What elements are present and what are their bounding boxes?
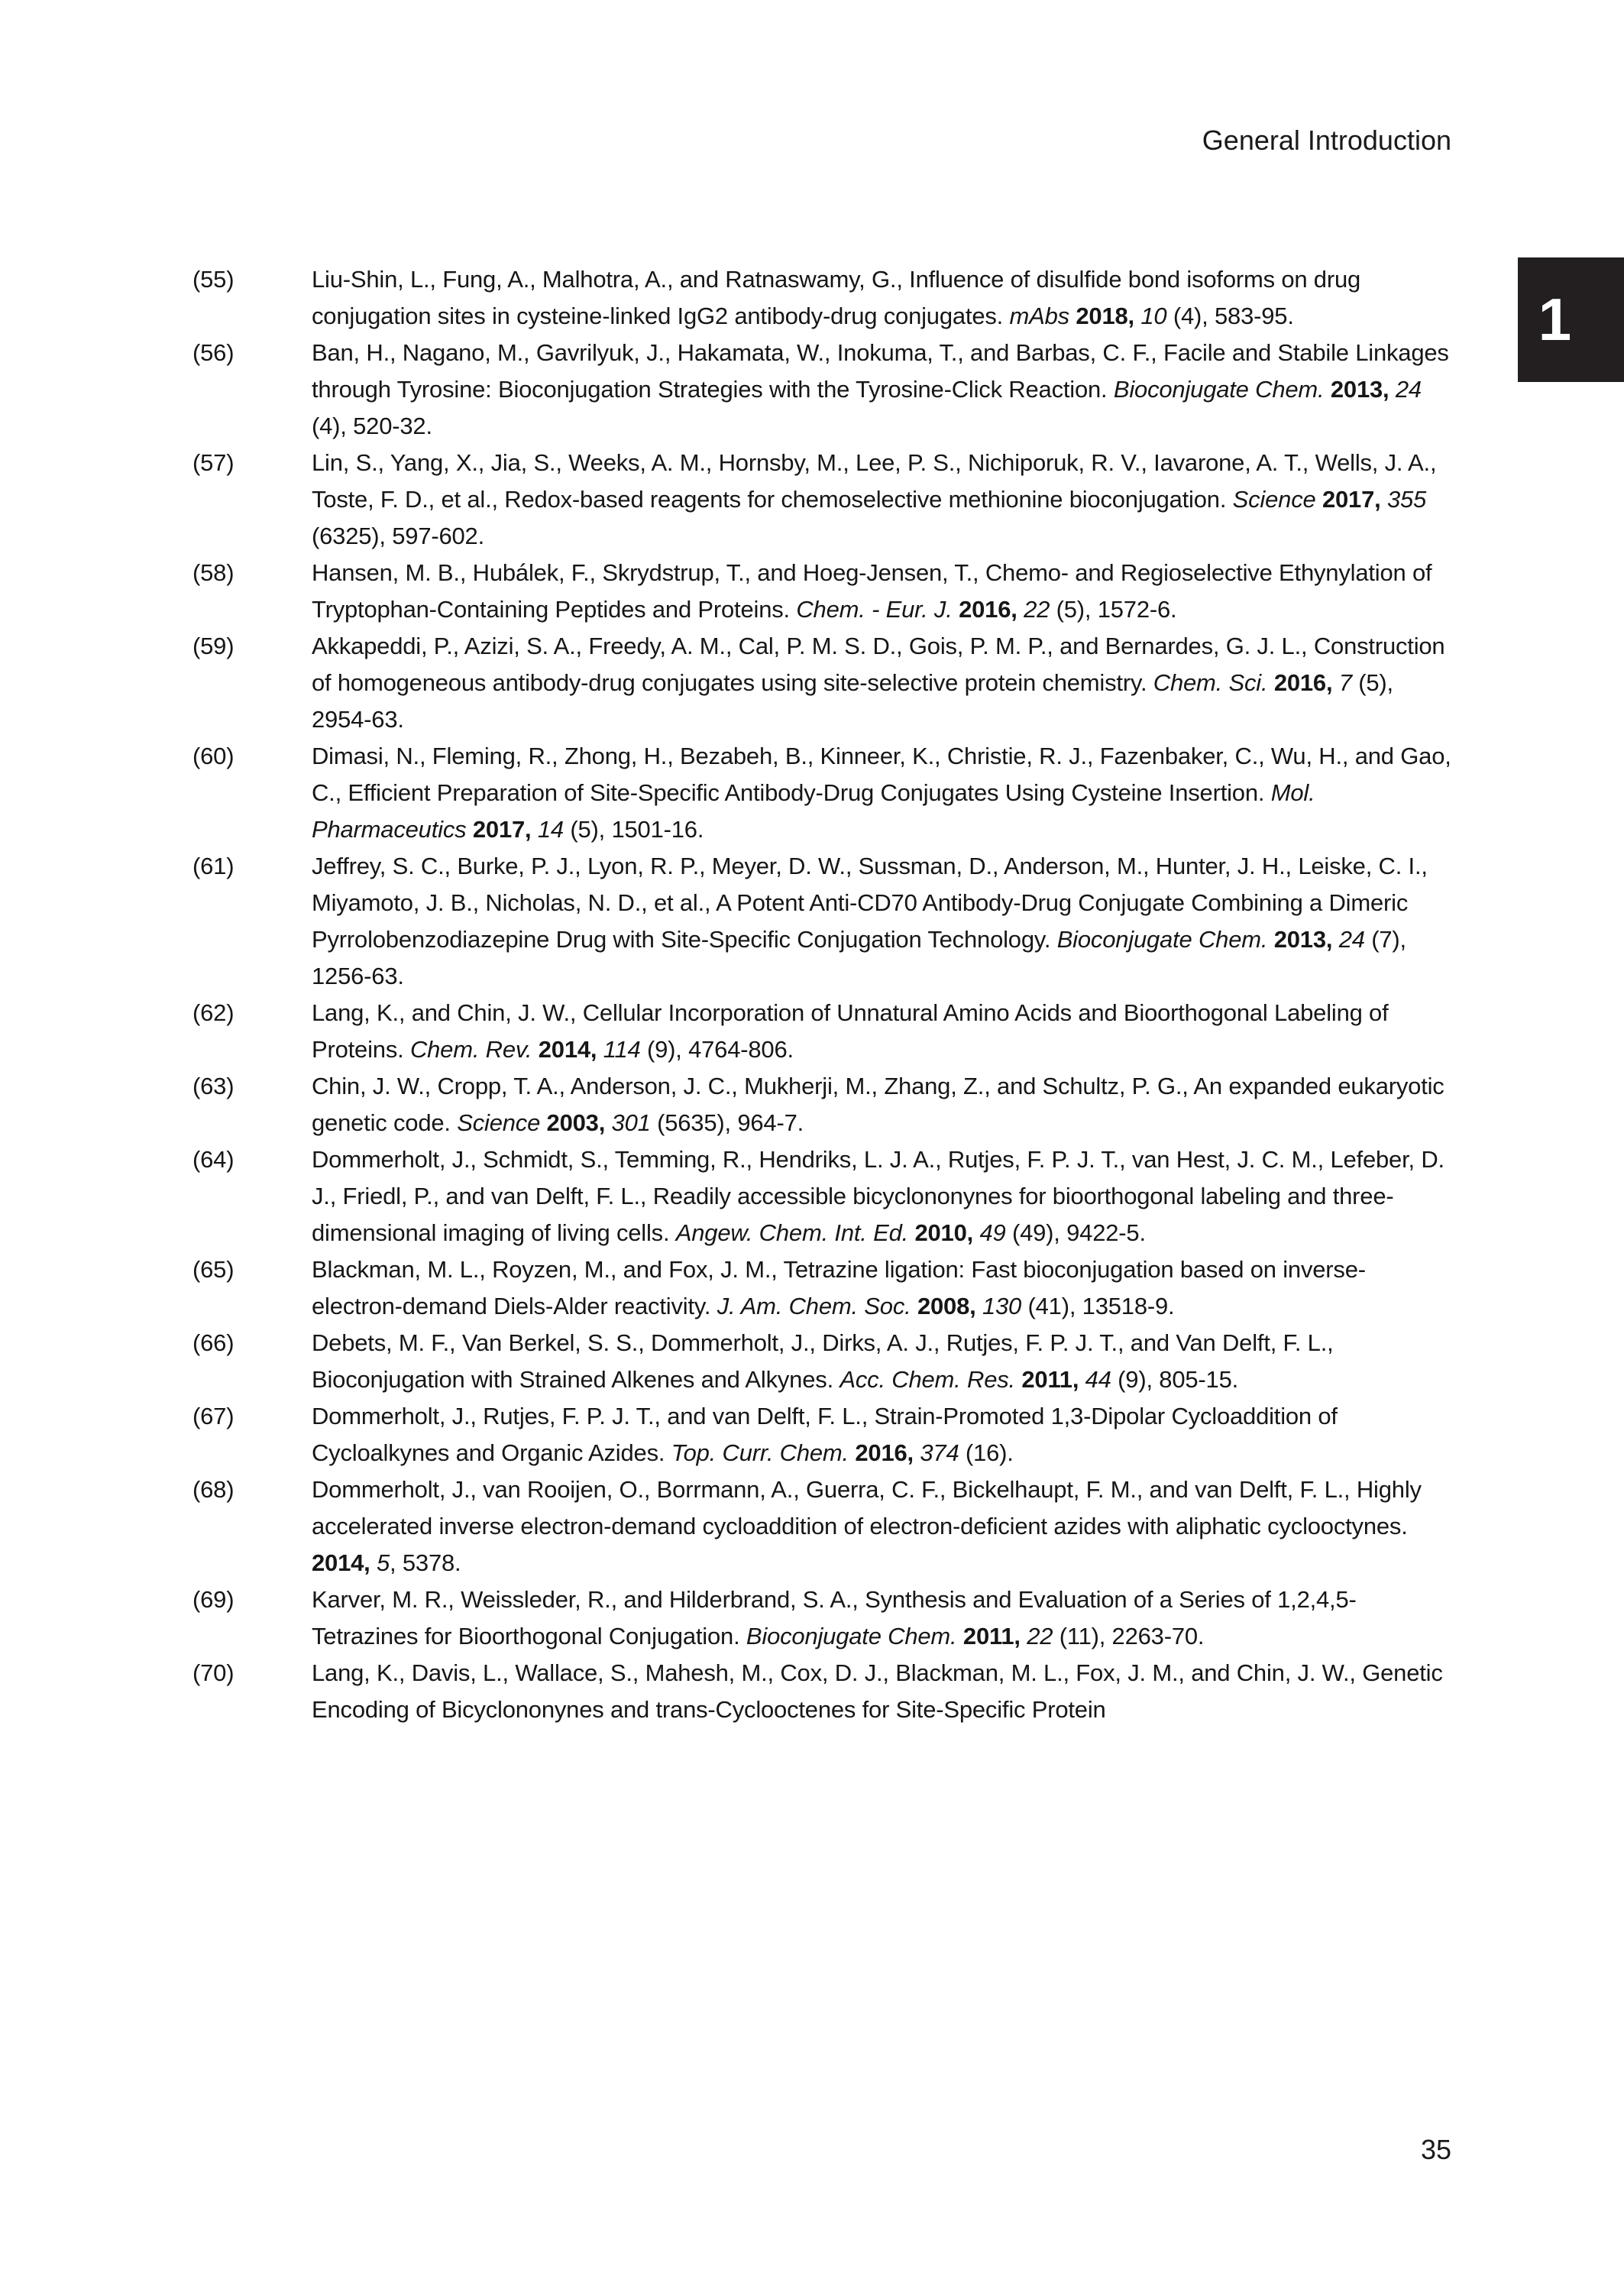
reference-entry [192,1325,1451,1398]
reference-number: (64) [192,1146,235,1173]
reference-number: (69) [192,1586,235,1613]
reference-number: (67) [192,1403,235,1429]
reference-number: (65) [192,1256,235,1283]
reference-number: (66) [192,1329,235,1356]
reference-entry [192,261,1451,335]
reference-number: (59) [192,633,235,659]
running-header: General Introduction [1202,125,1451,156]
reference-entry [192,1398,1451,1471]
reference-text: Blackman, M. L., Royzen, M., and Fox, J. M., Tetrazine ligation: Fast bioconjugation based on inverse-electron-demand Diels-Alder reactivity. J. Am. Chem. Soc. 2008, 130 (41), 13518-9. [312,1256,1366,1319]
reference-entry [192,848,1451,995]
reference-number: (56) [192,339,235,366]
reference-text: Lang, K., and Chin, J. W., Cellular Incorporation of Unnatural Amino Acids and Bioorthogonal Labeling of Proteins. Chem. Rev. 2014, 114 (9), 4764-806. [312,999,1389,1063]
reference-number: (60) [192,743,235,769]
reference-number: (57) [192,449,235,476]
reference-entry [192,1141,1451,1251]
reference-text: Dommerholt, J., van Rooijen, O., Borrmann, A., Guerra, C. F., Bickelhaupt, F. M., and van Delft, F. L., Highly accelerated inverse electron-demand cycloaddition of electron-deficient azides with aliphatic cyclooctynes. 2014, 5, 5378. [312,1476,1422,1576]
reference-entry [192,995,1451,1068]
reference-entry [192,1251,1451,1325]
reference-number: (55) [192,266,235,293]
reference-number: (63) [192,1073,235,1099]
reference-entry [192,628,1451,738]
reference-number: (62) [192,999,235,1026]
page-number: 35 [1420,2134,1451,2165]
reference-text: Debets, M. F., Van Berkel, S. S., Dommerholt, J., Dirks, A. J., Rutjes, F. P. J. T., and Van Delft, F. L., Bioconjugation with Strained Alkenes and Alkynes. Acc. Chem. Res. 2011, 44 (9), 805-15. [312,1329,1334,1393]
reference-text: Dommerholt, J., Rutjes, F. P. J. T., and van Delft, F. L., Strain-Promoted 1,3-Dipolar Cycloaddition of Cycloalkynes and Organic Azides. Top. Curr. Chem. 2016, 374 (16). [312,1403,1338,1466]
reference-text: Chin, J. W., Cropp, T. A., Anderson, J. C., Mukherji, M., Zhang, Z., and Schultz, P. G., An expanded eukaryotic genetic code. Science 2003, 301 (5635), 964-7. [312,1073,1444,1136]
reference-text: Hansen, M. B., Hubálek, F., Skrydstrup, T., and Hoeg-Jensen, T., Chemo- and Regioselective Ethynylation of Tryptophan-Containing Peptides and Proteins. Chem. - Eur. J. 2016, 22 (5), 1572-6. [312,559,1432,623]
reference-entry [192,445,1451,555]
reference-text: Jeffrey, S. C., Burke, P. J., Lyon, R. P., Meyer, D. W., Sussman, D., Anderson, M., Hunter, J. H., Leiske, C. I., Miyamoto, J. B., Nicholas, N. D., et al., A Potent Anti-CD70 Antibody-Drug Conjugate Combining a Dimeric Pyrrolobenzodiazepine Drug with Site-Specific Conjugation Technology. Bioconjugate Chem. 2013, 24 (7), 1256-63. [312,853,1428,989]
reference-text: Lang, K., Davis, L., Wallace, S., Mahesh, M., Cox, D. J., Blackman, M. L., Fox, J. M., and Chin, J. W., Genetic Encoding of Bicyclononynes and trans-Cyclooctenes for Site-Specific Protein [312,1659,1443,1723]
reference-number: (68) [192,1476,235,1503]
reference-text: Lin, S., Yang, X., Jia, S., Weeks, A. M., Hornsby, M., Lee, P. S., Nichiporuk, R. V., Iavarone, A. T., Wells, J. A., Toste, F. D., et al., Redox-based reagents for chemoselective methionine bioconjugation. Science 2017, 355 (6325), 597-602. [312,449,1437,549]
reference-text: Dommerholt, J., Schmidt, S., Temming, R., Hendriks, L. J. A., Rutjes, F. P. J. T., van Hest, J. C. M., Lefeber, D. J., Friedl, P., and van Delft, F. L., Readily accessible bicyclononynes for bioorthogonal labeling and three-dimensional imaging of living cells. Angew. Chem. Int. Ed. 2010, 49 (49), 9422-5. [312,1146,1444,1246]
reference-number: (70) [192,1659,235,1686]
chapter-number: 1 [1538,286,1572,353]
reference-entry [192,335,1451,445]
page-footer [189,2133,1451,2167]
reference-entry [192,1655,1451,1728]
reference-number: (58) [192,559,235,586]
reference-text: Akkapeddi, P., Azizi, S. A., Freedy, A. M., Cal, P. M. S. D., Gois, P. M. P., and Bernardes, G. J. L., Construction of homogeneous antibody-drug conjugates using site-selective protein chemistry. Chem. Sci. 2016, 7 (5), 2954-63. [312,633,1445,733]
reference-entry [192,1068,1451,1141]
reference-number: (61) [192,853,235,879]
reference-entry [192,1471,1451,1581]
reference-entry [192,738,1451,848]
reference-text: Ban, H., Nagano, M., Gavrilyuk, J., Hakamata, W., Inokuma, T., and Barbas, C. F., Facile and Stabile Linkages through Tyrosine: Bioconjugation Strategies with the Tyrosine-Click Reaction. Bioconjugate Chem. 2013, 24 (4), 520-32. [312,339,1449,439]
reference-entry [192,555,1451,628]
reference-text: Karver, M. R., Weissleder, R., and Hilderbrand, S. A., Synthesis and Evaluation of a Series of 1,2,4,5-Tetrazines for Bioorthogonal Conjugation. Bioconjugate Chem. 2011, 22 (11), 2263-70. [312,1586,1357,1649]
reference-text: Dimasi, N., Fleming, R., Zhong, H., Bezabeh, B., Kinneer, K., Christie, R. J., Fazenbaker, C., Wu, H., and Gao, C., Efficient Preparation of Site-Specific Antibody-Drug Conjugates Using Cysteine Insertion. Mol. Pharmaceutics 2017, 14 (5), 1501-16. [312,743,1451,843]
reference-entry [192,1581,1451,1655]
chapter-tab [1518,257,1624,382]
reference-text: Liu-Shin, L., Fung, A., Malhotra, A., and Ratnaswamy, G., Influence of disulfide bond isoforms on drug conjugation sites in cysteine-linked IgG2 antibody-drug conjugates. mAbs 2018, 10 (4), 583-95. [312,266,1361,329]
references-list [192,261,1451,1728]
